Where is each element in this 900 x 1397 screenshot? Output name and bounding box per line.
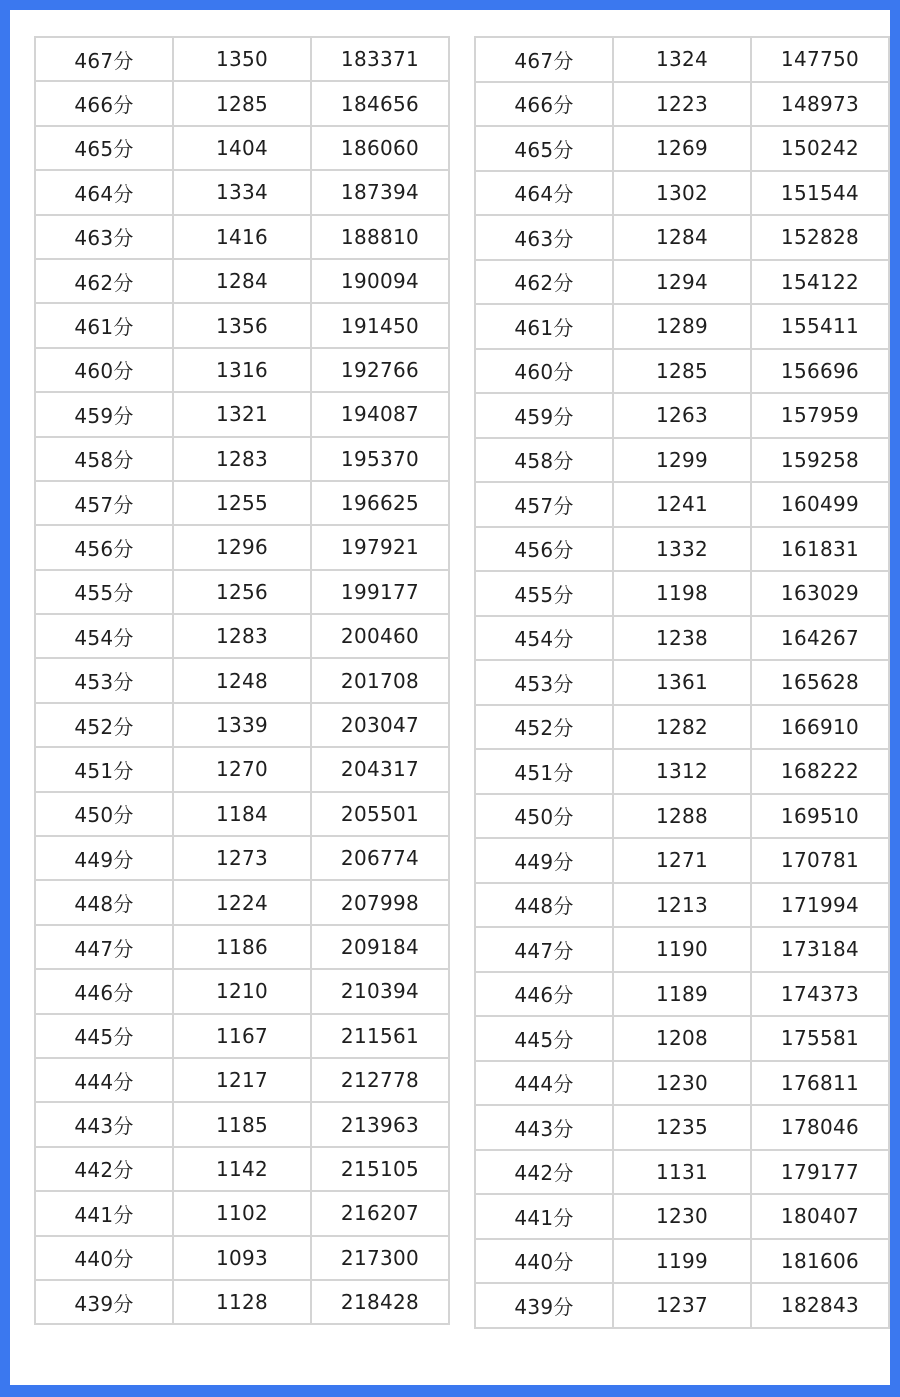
- score-cell: 439分: [475, 1283, 613, 1328]
- count-cell: 1283: [173, 614, 311, 658]
- cumulative-cell: 200460: [311, 614, 449, 658]
- cumulative-cell: 217300: [311, 1236, 449, 1280]
- table-row: [475, 616, 889, 661]
- score-cell: 465分: [35, 126, 173, 170]
- count-cell: 1186: [173, 925, 311, 969]
- count-cell: 1208: [613, 1016, 751, 1061]
- score-cell: 453分: [475, 660, 613, 705]
- count-cell: 1361: [613, 660, 751, 705]
- score-cell: 456分: [35, 525, 173, 569]
- cumulative-cell: 159258: [751, 438, 889, 483]
- count-cell: 1199: [613, 1239, 751, 1284]
- cumulative-cell: 166910: [751, 705, 889, 750]
- cumulative-cell: 201708: [311, 658, 449, 702]
- count-cell: 1416: [173, 215, 311, 259]
- score-cell: 461分: [35, 303, 173, 347]
- cumulative-cell: 173184: [751, 927, 889, 972]
- table-row: [475, 749, 889, 794]
- table-row: [475, 705, 889, 750]
- score-cell: 452分: [35, 703, 173, 747]
- table-row: [475, 927, 889, 972]
- count-cell: 1223: [613, 82, 751, 127]
- score-cell: 449分: [475, 838, 613, 883]
- cumulative-cell: 169510: [751, 794, 889, 839]
- table-row: [475, 349, 889, 394]
- left-score-table: [34, 36, 446, 1325]
- score-cell: 443分: [475, 1105, 613, 1150]
- table-row: [35, 1280, 449, 1324]
- count-cell: 1269: [613, 126, 751, 171]
- cumulative-cell: 164267: [751, 616, 889, 661]
- cumulative-cell: 183371: [311, 37, 449, 81]
- count-cell: 1213: [613, 883, 751, 928]
- score-cell: 453分: [35, 658, 173, 702]
- count-cell: 1237: [613, 1283, 751, 1328]
- cumulative-cell: 204317: [311, 747, 449, 791]
- cumulative-cell: 157959: [751, 393, 889, 438]
- cumulative-cell: 161831: [751, 527, 889, 572]
- count-cell: 1324: [613, 37, 751, 82]
- score-cell: 467分: [475, 37, 613, 82]
- score-cell: 445分: [35, 1014, 173, 1058]
- table-row: [35, 1102, 449, 1146]
- score-cell: 446分: [35, 969, 173, 1013]
- score-cell: 444分: [475, 1061, 613, 1106]
- count-cell: 1271: [613, 838, 751, 883]
- cumulative-cell: 212778: [311, 1058, 449, 1102]
- cumulative-cell: 192766: [311, 348, 449, 392]
- table-row: [35, 747, 449, 791]
- score-cell: 439分: [35, 1280, 173, 1324]
- cumulative-cell: 151544: [751, 171, 889, 216]
- score-cell: 458分: [35, 437, 173, 481]
- score-cell: 463分: [475, 215, 613, 260]
- cumulative-cell: 170781: [751, 838, 889, 883]
- score-cell: 447分: [475, 927, 613, 972]
- count-cell: 1131: [613, 1150, 751, 1195]
- count-cell: 1190: [613, 927, 751, 972]
- table-row: [475, 393, 889, 438]
- table-row: [35, 1191, 449, 1235]
- cumulative-cell: 148973: [751, 82, 889, 127]
- score-cell: 465分: [475, 126, 613, 171]
- table-row: [35, 170, 449, 214]
- cumulative-cell: 165628: [751, 660, 889, 705]
- score-cell: 457分: [35, 481, 173, 525]
- score-cell: 448分: [475, 883, 613, 928]
- table-row: [475, 304, 889, 349]
- cumulative-cell: 181606: [751, 1239, 889, 1284]
- cumulative-cell: 195370: [311, 437, 449, 481]
- table-row: [35, 348, 449, 392]
- cumulative-cell: 180407: [751, 1194, 889, 1239]
- score-cell: 463分: [35, 215, 173, 259]
- score-cell: 462分: [475, 260, 613, 305]
- count-cell: 1316: [173, 348, 311, 392]
- score-cell: 451分: [35, 747, 173, 791]
- score-cell: 467分: [35, 37, 173, 81]
- score-cell: 457分: [475, 482, 613, 527]
- count-cell: 1273: [173, 836, 311, 880]
- cumulative-cell: 155411: [751, 304, 889, 349]
- cumulative-cell: 168222: [751, 749, 889, 794]
- count-cell: 1296: [173, 525, 311, 569]
- count-cell: 1128: [173, 1280, 311, 1324]
- count-cell: 1285: [613, 349, 751, 394]
- count-cell: 1217: [173, 1058, 311, 1102]
- table-row: [475, 838, 889, 883]
- count-cell: 1185: [173, 1102, 311, 1146]
- cumulative-cell: 190094: [311, 259, 449, 303]
- table-row: [35, 392, 449, 436]
- cumulative-cell: 176811: [751, 1061, 889, 1106]
- cumulative-cell: 171994: [751, 883, 889, 928]
- table-row: [35, 525, 449, 569]
- cumulative-cell: 209184: [311, 925, 449, 969]
- table-row: [35, 126, 449, 170]
- table-row: [475, 215, 889, 260]
- score-cell: 464分: [35, 170, 173, 214]
- score-cell: 466分: [475, 82, 613, 127]
- cumulative-cell: 182843: [751, 1283, 889, 1328]
- count-cell: 1356: [173, 303, 311, 347]
- table-row: [475, 527, 889, 572]
- table-row: [475, 883, 889, 928]
- table-row: [35, 481, 449, 525]
- table-row: [475, 438, 889, 483]
- cumulative-cell: 218428: [311, 1280, 449, 1324]
- table-row: [475, 1283, 889, 1328]
- table-row: [35, 1147, 449, 1191]
- cumulative-cell: 178046: [751, 1105, 889, 1150]
- cumulative-cell: 197921: [311, 525, 449, 569]
- count-cell: 1350: [173, 37, 311, 81]
- count-cell: 1248: [173, 658, 311, 702]
- count-cell: 1270: [173, 747, 311, 791]
- table-row: [35, 792, 449, 836]
- score-cell: 442分: [475, 1150, 613, 1195]
- cumulative-cell: 154122: [751, 260, 889, 305]
- table-row: [475, 260, 889, 305]
- table-row: [35, 969, 449, 1013]
- count-cell: 1334: [173, 170, 311, 214]
- score-cell: 447分: [35, 925, 173, 969]
- score-cell: 448分: [35, 880, 173, 924]
- cumulative-cell: 210394: [311, 969, 449, 1013]
- table-row: [475, 1105, 889, 1150]
- table-row: [475, 126, 889, 171]
- score-cell: 454分: [475, 616, 613, 661]
- table-row: [475, 660, 889, 705]
- count-cell: 1224: [173, 880, 311, 924]
- count-cell: 1230: [613, 1194, 751, 1239]
- table-row: [475, 972, 889, 1017]
- count-cell: 1404: [173, 126, 311, 170]
- count-cell: 1284: [173, 259, 311, 303]
- count-cell: 1184: [173, 792, 311, 836]
- count-cell: 1285: [173, 81, 311, 125]
- count-cell: 1294: [613, 260, 751, 305]
- cumulative-cell: 205501: [311, 792, 449, 836]
- score-cell: 462分: [35, 259, 173, 303]
- cumulative-cell: 147750: [751, 37, 889, 82]
- score-cell: 466分: [35, 81, 173, 125]
- score-cell: 459分: [35, 392, 173, 436]
- cumulative-cell: 196625: [311, 481, 449, 525]
- table-row: [475, 82, 889, 127]
- table-row: [475, 1061, 889, 1106]
- cumulative-cell: 187394: [311, 170, 449, 214]
- score-cell: 455分: [475, 571, 613, 616]
- cumulative-cell: 175581: [751, 1016, 889, 1061]
- cumulative-cell: 203047: [311, 703, 449, 747]
- table-row: [475, 1194, 889, 1239]
- count-cell: 1289: [613, 304, 751, 349]
- count-cell: 1142: [173, 1147, 311, 1191]
- score-cell: 449分: [35, 836, 173, 880]
- table-row: [35, 215, 449, 259]
- table-row: [35, 437, 449, 481]
- table-row: [35, 703, 449, 747]
- left-table-body: [35, 37, 449, 1324]
- score-cell: 441分: [475, 1194, 613, 1239]
- table-row: [35, 880, 449, 924]
- score-cell: 445分: [475, 1016, 613, 1061]
- table-row: [475, 571, 889, 616]
- score-cell: 451分: [475, 749, 613, 794]
- table-row: [35, 81, 449, 125]
- count-cell: 1210: [173, 969, 311, 1013]
- cumulative-cell: 215105: [311, 1147, 449, 1191]
- cumulative-cell: 188810: [311, 215, 449, 259]
- score-cell: 460分: [35, 348, 173, 392]
- score-cell: 443分: [35, 1102, 173, 1146]
- count-cell: 1241: [613, 482, 751, 527]
- cumulative-cell: 174373: [751, 972, 889, 1017]
- score-cell: 461分: [475, 304, 613, 349]
- table-row: [475, 482, 889, 527]
- table-row: [35, 1058, 449, 1102]
- score-cell: 456分: [475, 527, 613, 572]
- cumulative-cell: 199177: [311, 570, 449, 614]
- count-cell: 1302: [613, 171, 751, 216]
- cumulative-cell: 186060: [311, 126, 449, 170]
- table-row: [475, 1239, 889, 1284]
- count-cell: 1256: [173, 570, 311, 614]
- right-table-body: [475, 37, 889, 1328]
- cumulative-cell: 194087: [311, 392, 449, 436]
- count-cell: 1312: [613, 749, 751, 794]
- score-cell: 444分: [35, 1058, 173, 1102]
- score-cell: 460分: [475, 349, 613, 394]
- score-cell: 464分: [475, 171, 613, 216]
- count-cell: 1238: [613, 616, 751, 661]
- table-row: [35, 570, 449, 614]
- count-cell: 1255: [173, 481, 311, 525]
- count-cell: 1093: [173, 1236, 311, 1280]
- cumulative-cell: 184656: [311, 81, 449, 125]
- cumulative-cell: 207998: [311, 880, 449, 924]
- cumulative-cell: 206774: [311, 836, 449, 880]
- count-cell: 1235: [613, 1105, 751, 1150]
- cumulative-cell: 160499: [751, 482, 889, 527]
- cumulative-cell: 211561: [311, 1014, 449, 1058]
- cumulative-cell: 150242: [751, 126, 889, 171]
- table-row: [35, 1236, 449, 1280]
- score-cell: 441分: [35, 1191, 173, 1235]
- table-row: [35, 925, 449, 969]
- table-row: [475, 171, 889, 216]
- count-cell: 1167: [173, 1014, 311, 1058]
- count-cell: 1283: [173, 437, 311, 481]
- right-score-table: [474, 36, 886, 1329]
- score-cell: 440分: [35, 1236, 173, 1280]
- count-cell: 1332: [613, 527, 751, 572]
- count-cell: 1282: [613, 705, 751, 750]
- count-cell: 1230: [613, 1061, 751, 1106]
- count-cell: 1284: [613, 215, 751, 260]
- score-cell: 458分: [475, 438, 613, 483]
- table-row: [35, 614, 449, 658]
- score-cell: 442分: [35, 1147, 173, 1191]
- cumulative-cell: 156696: [751, 349, 889, 394]
- table-row: [475, 1016, 889, 1061]
- score-cell: 459分: [475, 393, 613, 438]
- score-cell: 450分: [35, 792, 173, 836]
- table-row: [475, 37, 889, 82]
- count-cell: 1321: [173, 392, 311, 436]
- table-row: [35, 303, 449, 347]
- score-cell: 450分: [475, 794, 613, 839]
- table-row: [35, 836, 449, 880]
- cumulative-cell: 179177: [751, 1150, 889, 1195]
- score-cell: 454分: [35, 614, 173, 658]
- table-row: [35, 37, 449, 81]
- table-row: [475, 1150, 889, 1195]
- cumulative-cell: 191450: [311, 303, 449, 347]
- cumulative-cell: 213963: [311, 1102, 449, 1146]
- count-cell: 1339: [173, 703, 311, 747]
- cumulative-cell: 163029: [751, 571, 889, 616]
- score-cell: 446分: [475, 972, 613, 1017]
- count-cell: 1102: [173, 1191, 311, 1235]
- table-row: [35, 1014, 449, 1058]
- table-row: [35, 259, 449, 303]
- count-cell: 1263: [613, 393, 751, 438]
- table-row: [475, 794, 889, 839]
- table-row: [35, 658, 449, 702]
- cumulative-cell: 152828: [751, 215, 889, 260]
- count-cell: 1198: [613, 571, 751, 616]
- count-cell: 1189: [613, 972, 751, 1017]
- score-cell: 440分: [475, 1239, 613, 1284]
- count-cell: 1288: [613, 794, 751, 839]
- score-cell: 455分: [35, 570, 173, 614]
- score-cell: 452分: [475, 705, 613, 750]
- count-cell: 1299: [613, 438, 751, 483]
- cumulative-cell: 216207: [311, 1191, 449, 1235]
